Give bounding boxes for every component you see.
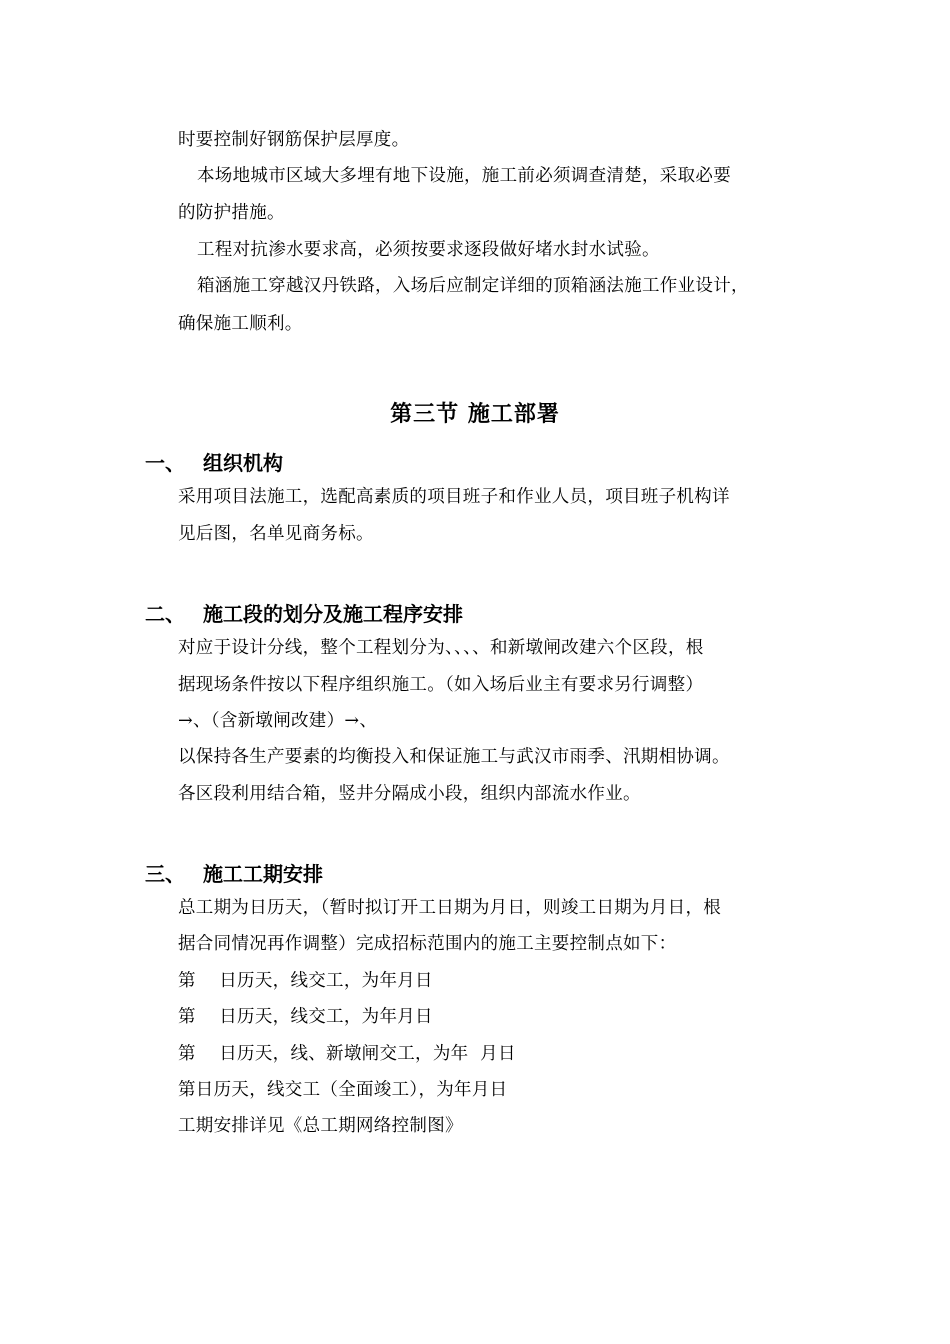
heading-organization xyxy=(145,447,283,476)
paragraph-line: 工程对抗渗水要求高，必须按要求逐段做好堵水封水试验。 xyxy=(197,240,660,260)
milestone-line: 第 日历天，线、新墩闸交工，为年 月日 xyxy=(178,1044,516,1064)
heading-text: 组织机构 xyxy=(203,451,283,475)
paragraph-line: 各区段利用结合箱，竖井分隔成小段，组织内部流水作业。 xyxy=(178,784,641,804)
milestone-line: 第日历天，线交工（全面竣工），为年月日 xyxy=(178,1080,508,1100)
paragraph-line: 对应于设计分线，整个工程划分为、、、、和新墩闸改建六个区段，根 xyxy=(178,638,704,658)
paragraph-line: 采用项目法施工，选配高素质的项目班子和作业人员，项目班子机构详 xyxy=(178,487,730,507)
heading-number: 二、 xyxy=(145,602,185,626)
section-title: 第三节 施工部署 xyxy=(390,402,560,427)
paragraph-line: 据现场条件按以下程序组织施工。（如入场后业主有要求另行调整） xyxy=(178,675,704,695)
heading-section-division xyxy=(145,598,463,627)
paragraph-line: 工期安排详见《总工期网络控制图》 xyxy=(178,1116,463,1136)
milestone-line: 第 日历天，线交工，为年月日 xyxy=(178,1007,433,1027)
paragraph-line: 时要控制好钢筋保护层厚度。 xyxy=(178,130,410,150)
heading-number: 一、 xyxy=(145,451,185,475)
paragraph-line: 箱涵施工穿越汉丹铁路，入场后应制定详细的顶箱涵法施工作业设计， xyxy=(197,276,749,296)
heading-number: 三、 xyxy=(145,862,185,886)
paragraph-line: 见后图，名单见商务标。 xyxy=(178,524,374,544)
paragraph-line: 以保持各生产要素的均衡投入和保证施工与武汉市雨季、汛期相协调。 xyxy=(178,747,730,767)
paragraph-line: 本场地城市区域大多埋有地下设施，施工前必须调查清楚，采取必要 xyxy=(197,166,731,186)
heading-text: 施工工期安排 xyxy=(203,862,323,886)
heading-text: 施工段的划分及施工程序安排 xyxy=(203,602,463,626)
paragraph-line: →、（含新墩闸改建）→、 xyxy=(178,711,378,731)
heading-schedule xyxy=(145,858,323,887)
paragraph-line: 确保施工顺利。 xyxy=(178,314,303,334)
paragraph-line: 总工期为日历天，（暂时拟订开工日期为月日，则竣工日期为月日，根 xyxy=(178,898,722,918)
paragraph-line: 的防护措施。 xyxy=(178,203,285,223)
paragraph-line: 据合同情况再作调整）完成招标范围内的施工主要控制点如下： xyxy=(178,934,677,954)
milestone-line: 第 日历天，线交工，为年月日 xyxy=(178,971,433,991)
